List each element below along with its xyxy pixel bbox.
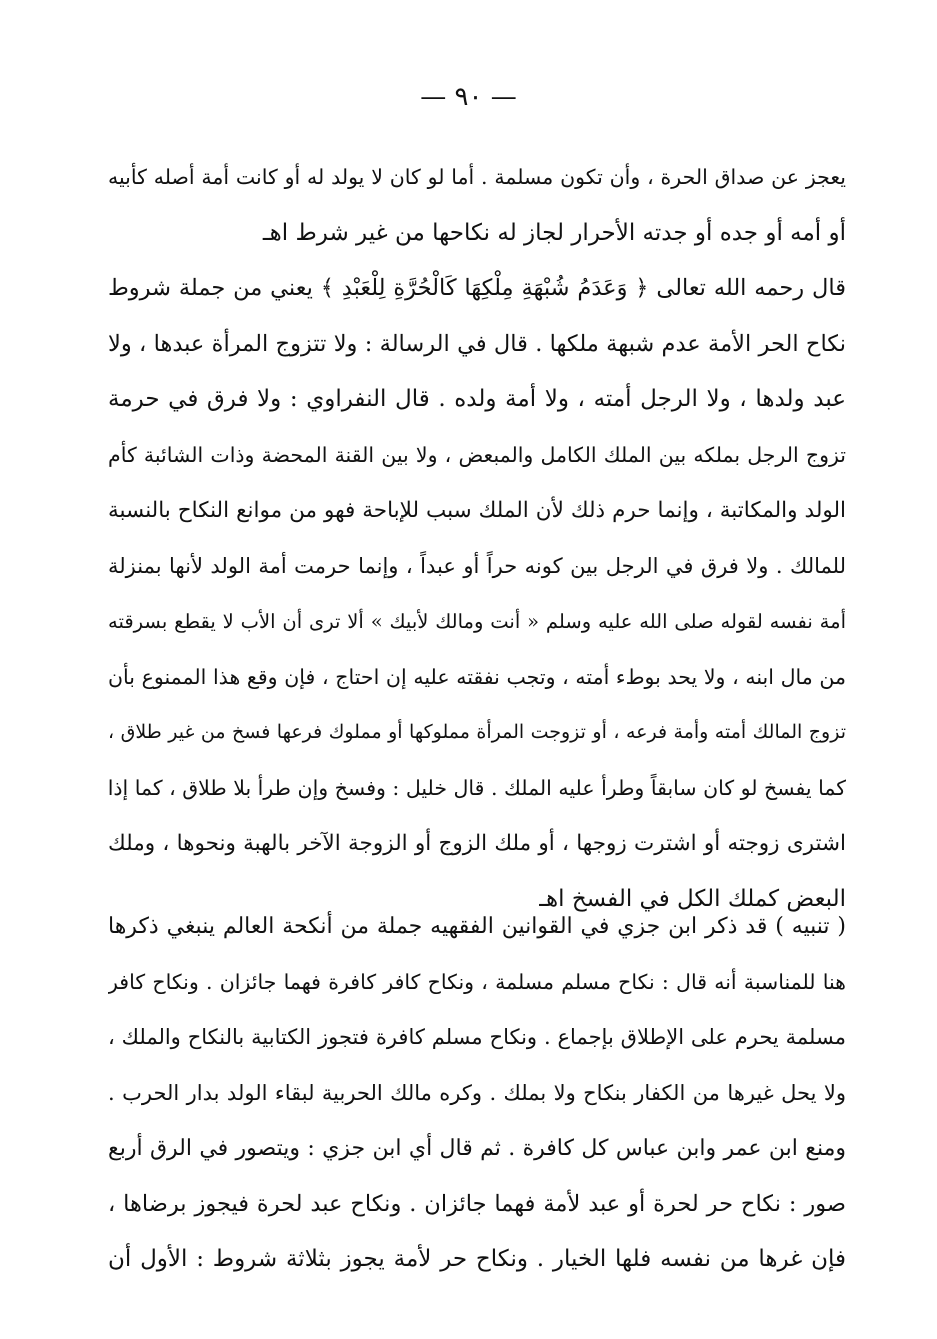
paragraph-3 (108, 899, 846, 1288)
text-line: أو أمه أو جده أو جدته الأحرار لجاز له نكاحها من غير شرط اهـ (262, 219, 846, 246)
text-line: فإن غرها من نفسه فلها الخيار . ونكاح حر لأمة يجوز بثلاثة شروط : الأول أن (108, 1246, 846, 1272)
text-line: قال رحمه الله تعالى ﴿ وَعَدَمُ شُبْهَةِ مِلْكِهَا كَالْحُرَّةِ لِلْعَبْدِ ﴾ يعني من جملة شروط (108, 275, 846, 301)
paragraph-1 (108, 150, 846, 261)
text-line: مسلمة يحرم على الإطلاق بإجماع . ونكاح مسلم كافرة فتجوز الكتابية بالنكاح والملك ، (108, 1025, 846, 1049)
text-line: صور : نكاح حر لحرة أو عبد لأمة فهما جائزان . ونكاح عبد لحرة فيجوز برضاها ، (108, 1190, 846, 1217)
text-line: اشترى زوجته أو اشترت زوجها ، أو ملك الزوج أو الزوجة الآخر بالهبة ونحوها ، وملك (108, 831, 846, 856)
text-line: للمالك . ولا فرق في الرجل بين كونه حراً أو عبداً ، وإنما حرمت أمة الولد لأنها بمنزلة (108, 553, 846, 578)
text-line: تزوج المالك أمته وأمة فرعه ، أو تزوجت المرأة مملوكها أو مملوك فرعها فسخ من غير طلاق ، (108, 721, 846, 743)
text-line: كما يفسخ لو كان سابقاً وطرأ عليه الملك . قال خليل : وفسخ وإن طرأ بلا طلاق ، كما إذا (108, 775, 846, 800)
text-line: ( تنبيه ) قد ذكر ابن جزي في القوانين الفقهيه جملة من أنكحة العالم ينبغي ذكرها (108, 914, 846, 939)
text-line: تزوج الرجل بملكه بين الملك الكامل والمبعض ، ولا بين القنة المحضة وذات الشائبة كأم (108, 442, 846, 467)
page-number: — ٩٠ — (420, 82, 517, 112)
text-line: من مال ابنه ، ولا يحد بوطء أمته ، وتجب نفقته عليه إن احتاج ، فإن وقع هذا الممنوع بأن (108, 664, 846, 689)
text-line: ولا يحل غيرها من الكفار بنكاح ولا بملك . وكره مالك الحربية لبقاء الولد بدار الحرب . (108, 1080, 846, 1105)
paragraph-2 (108, 261, 846, 927)
text-line: ومنع ابن عمر وابن عباس كل كافرة . ثم قال أي ابن جزي : ويتصور في الرق أربع (108, 1136, 846, 1161)
text-line: نكاح الحر الأمة عدم شبهة ملكها . قال في الرسالة : ولا تتزوج المرأة عبدها ، ولا (108, 330, 846, 357)
text-line: هنا للمناسبة أنه قال : نكاح مسلم مسلمة ، ونكاح كافر كافرة فهما جائزان . ونكاح كافر (108, 969, 846, 994)
text-line: عبد ولدها ، ولا الرجل أمته ، ولا أمة ولده . قال النفراوي : ولا فرق في حرمة (108, 386, 846, 412)
text-line: الولد والمكاتبة ، وإنما حرم ذلك لأن الملك سبب للإباحة فهو من موانع النكاح بالنسبة (108, 498, 846, 523)
text-line: أمة نفسه لقوله صلى الله عليه وسلم « أنت ومالك لأبيك » ألا ترى أن الأب لا يقطع بسرقته (108, 610, 846, 633)
text-line: يعجز عن صداق الحرة ، وأن تكون مسلمة . أما لو كان لا يولد له أو كانت أمة أصله كأبيه (108, 165, 846, 189)
text-line: البعض كملك الكل في الفسخ اهـ (539, 885, 846, 912)
